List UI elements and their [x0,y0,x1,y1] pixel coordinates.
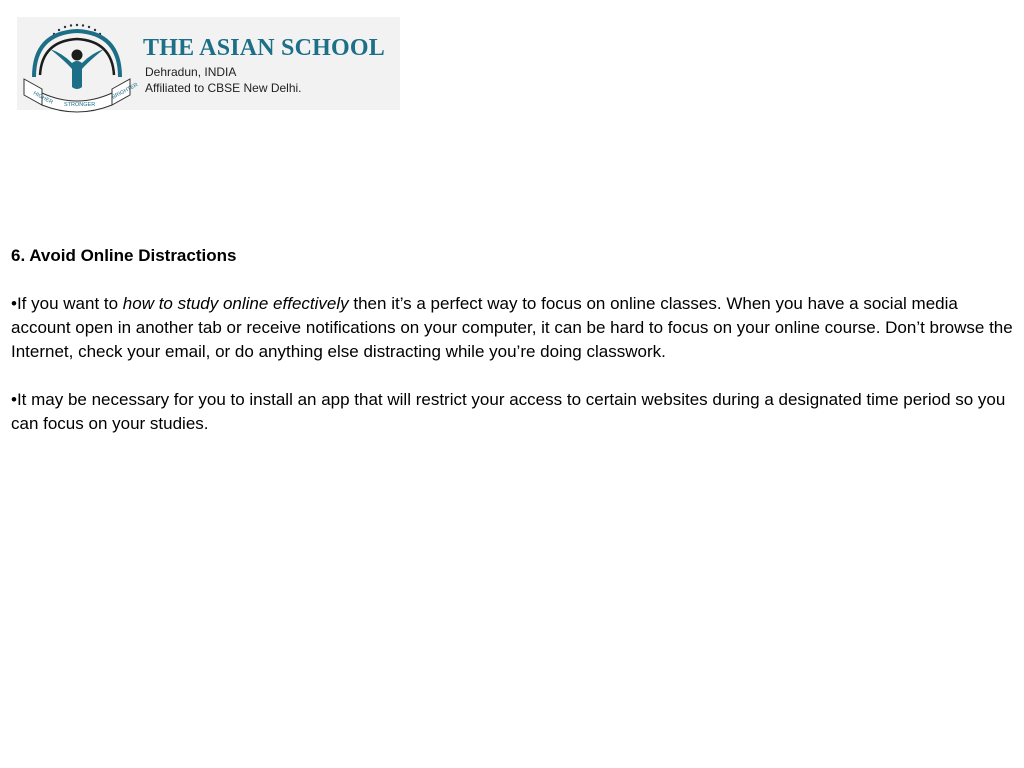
paragraph-focus [11,292,1016,364]
paragraph-apps [11,388,1016,436]
emblem-word-higher: HIGHER [32,90,54,106]
bullet: • [11,390,17,409]
emblem-word-brighter: BRIGHTER [111,82,140,101]
slide-content [11,244,1016,460]
school-affiliation: Affiliated to CBSE New Delhi. [145,81,302,95]
school-emblem-icon [20,19,140,109]
emphasis-phrase: how to study online effectively [122,294,349,313]
school-city: Dehradun, INDIA [145,65,237,79]
bullet: • [11,294,17,313]
paragraph-text-start: If you want to [16,294,123,313]
emblem-word-stronger: STRONGER [64,102,96,108]
section-heading: 6. Avoid Online Distractions [11,246,237,265]
paragraph-text: It may be necessary for you to install an app that will restrict your access to certain websites during a designated time period so you can focus on your studies. [11,390,1006,433]
school-logo [17,17,400,110]
paragraph-text-rest: then it’s a perfect way to focus on online classes. When you have a social media account open in another tab or receive notifications on your computer, it can be hard to focus on your online course. Don’t browse the Internet, check your email, or do anything else distracting while you’re doing classwork. [11,294,1013,361]
school-name: THE ASIAN SCHOOL [143,35,385,61]
